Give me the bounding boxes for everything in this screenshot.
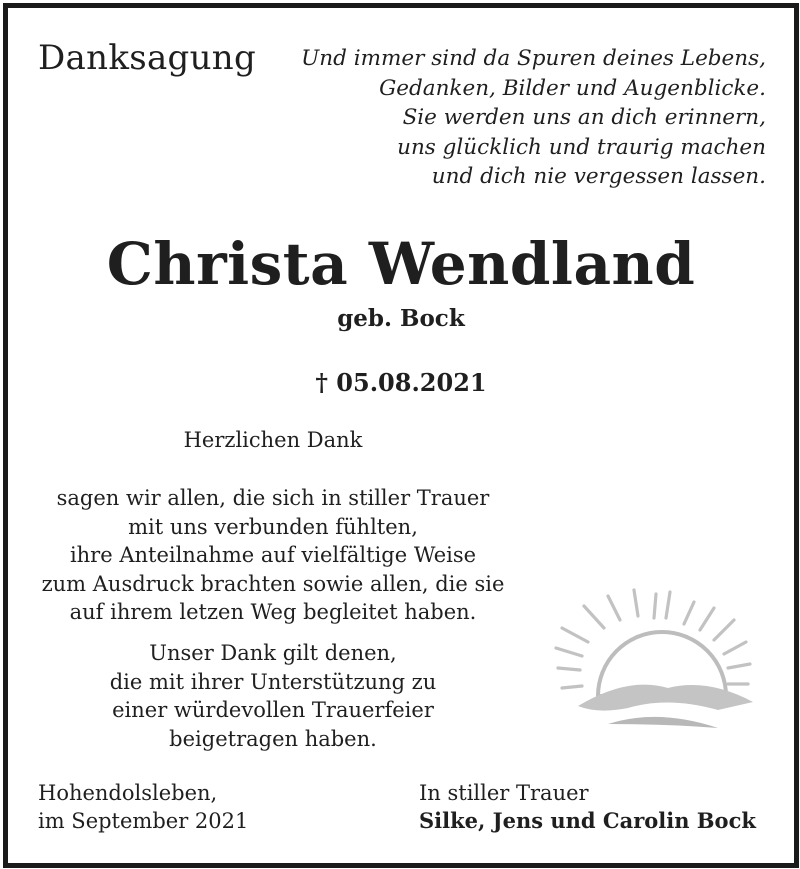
place-line: Hohendolsleben, [38,781,218,805]
signature [419,779,756,835]
poem-line: Gedanken, Bilder und Augenblicke. [379,75,766,101]
paragraph-line: ihre Anteilnahme auf vielfältige Weise [69,543,477,567]
place-and-date [38,779,248,835]
paragraph-line: zum Ausdruck brachten sowie allen, die sie [41,571,505,596]
thanks-paragraph [8,484,538,627]
paragraph-line: beigetragen haben. [169,726,377,751]
signature-names: Silke, Jens und Carolin Bock [419,808,756,833]
death-date: † 05.08.2021 [315,368,487,397]
gratitude-paragraph [8,639,538,753]
obituary-notice [3,3,799,868]
paragraph-line: einer würdevollen Trauerfeier [112,698,434,722]
poem-line: Sie werden uns an dich erinnern, [402,105,766,130]
date-line: im September 2021 [38,809,249,833]
paragraph-line: die mit ihrer Unterstützung zu [109,669,437,694]
paragraph-line: auf ihrem letzen Weg begleitet haben. [69,600,477,624]
thanks-heading: Herzlichen Dank [183,428,363,452]
heading: Danksagung [38,38,257,78]
poem-line: Und immer sind da Spuren deines Lebens, [301,46,766,71]
deceased-name: Christa Wendland [106,230,696,298]
signature-intro: In stiller Trauer [419,781,589,805]
poem-line: uns glücklich und traurig machen [397,134,766,160]
paragraph-line: mit uns verbunden fühlten, [128,514,418,539]
paragraph-line: Unser Dank gilt denen, [149,641,397,665]
maiden-name: geb. Bock [337,305,465,332]
poem-line: und dich nie vergessen lassen. [431,164,766,189]
paragraph-line: sagen wir allen, die sich in stiller Trauer [56,486,490,510]
poem [301,44,766,192]
sunset-icon [548,578,758,742]
